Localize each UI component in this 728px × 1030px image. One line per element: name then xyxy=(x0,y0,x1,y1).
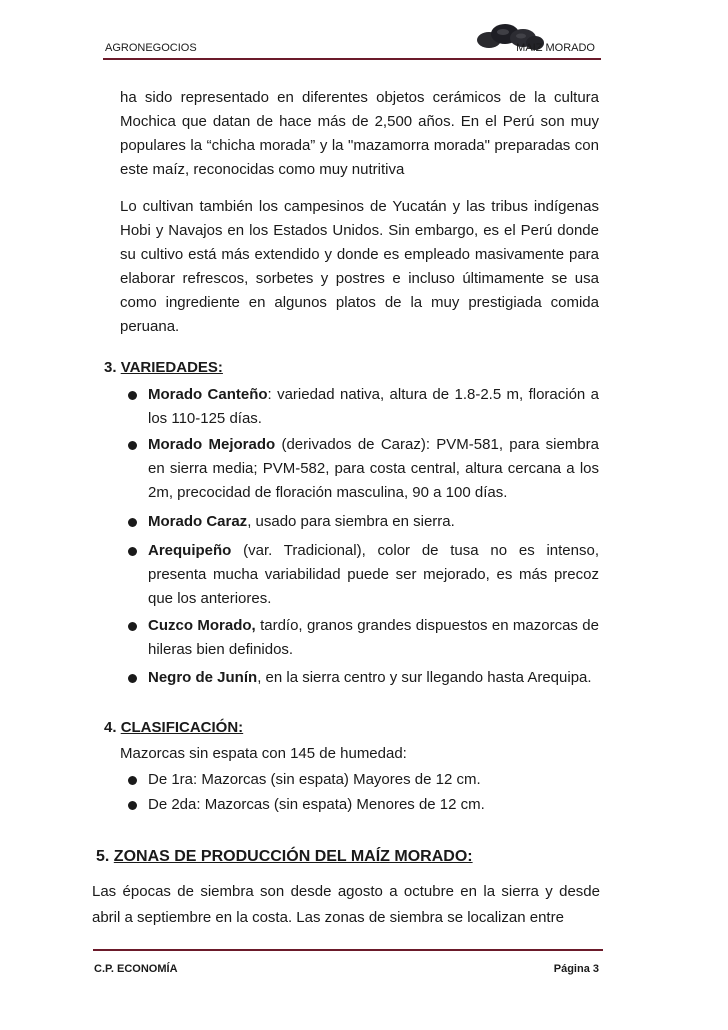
variety-item-3: Morado Caraz, usado para siembra en sierra. xyxy=(148,513,455,530)
page-number: Página 3 xyxy=(553,963,599,975)
section-3-title: VARIEDADES: xyxy=(120,359,223,376)
section-5-paragraph: Las épocas de siembra son desde agosto a octubre en la sierra y desde abril a septiembre en la costa. Las zonas de siembra se localizan entre xyxy=(92,883,600,926)
bullet-icon xyxy=(128,622,137,631)
page-footer xyxy=(93,949,603,975)
footer-left-text: C.P. ECONOMÍA xyxy=(94,963,178,975)
page-header xyxy=(103,28,601,60)
section-4-heading xyxy=(104,719,243,736)
bullet-icon xyxy=(128,441,137,450)
intro-paragraph-2: Lo cultivan también los campesinos de Yucatán y las tribus indígenas Hobi y Navajos en los Estados Unidos. Sin embargo, es el Perú donde su cultivo está más extendido y donde es empleado masivamente para elaborar refrescos, sorbetes y postres e incluso últimamente se usa como ingrediente en algunos platos de la muy prestigiada comida peruana. xyxy=(120,198,599,335)
variety-item-4: Arequipeño (var. Tradicional), color de tusa no es intenso, presenta mucha variabilidad puede ser mejorado, es más precoz que los anteriores. xyxy=(148,542,599,607)
section-5-heading xyxy=(96,848,473,866)
section-4-title: CLASIFICACIÓN: xyxy=(120,719,244,736)
intro-paragraph-1: ha sido representado en diferentes objetos cerámicos de la cultura Mochica que datan de hace más de 2,500 años. En el Perú son muy populares la “chicha morada” y la "mazamorra morada" preparadas con este maíz, reconocidas como muy nutritiva xyxy=(120,89,599,178)
header-left-text: AGRONEGOCIOS xyxy=(105,42,197,54)
section-4-number: 4. xyxy=(104,719,117,736)
bullet-icon xyxy=(128,776,137,785)
classification-intro: Mazorcas sin espata con 145 de humedad: xyxy=(120,745,407,762)
bullet-icon xyxy=(128,547,137,556)
section-5-number: 5. xyxy=(96,848,110,865)
bullet-icon xyxy=(128,674,137,683)
bullet-icon xyxy=(128,801,137,810)
classification-item-2: De 2da: Mazorcas (sin espata) Menores de 12 cm. xyxy=(148,796,485,813)
bullet-icon xyxy=(128,518,137,527)
section-3-number: 3. xyxy=(104,359,117,376)
variety-item-6: Negro de Junín, en la sierra centro y sur llegando hasta Arequipa. xyxy=(148,669,592,686)
variety-item-2: Morado Mejorado (derivados de Caraz): PVM-581, para siembra en sierra media; PVM-582, para costa central, altura cercana a los 2m, precocidad de floración masculina, 90 a 100 días. xyxy=(148,436,599,501)
section-3-heading xyxy=(104,359,223,376)
header-right-text: MAIZ MORADO xyxy=(516,42,595,54)
variety-item-5: Cuzco Morado, tardío, granos grandes dispuestos en mazorcas de hileras bien definidos. xyxy=(148,617,599,658)
section-5-title: ZONAS DE PRODUCCIÓN DEL MAÍZ MORADO: xyxy=(113,848,473,865)
classification-item-1: De 1ra: Mazorcas (sin espata) Mayores de 12 cm. xyxy=(148,771,481,788)
bullet-icon xyxy=(128,391,137,400)
variety-item-1: Morado Canteño: variedad nativa, altura de 1.8-2.5 m, floración a los 110-125 días. xyxy=(148,386,599,427)
